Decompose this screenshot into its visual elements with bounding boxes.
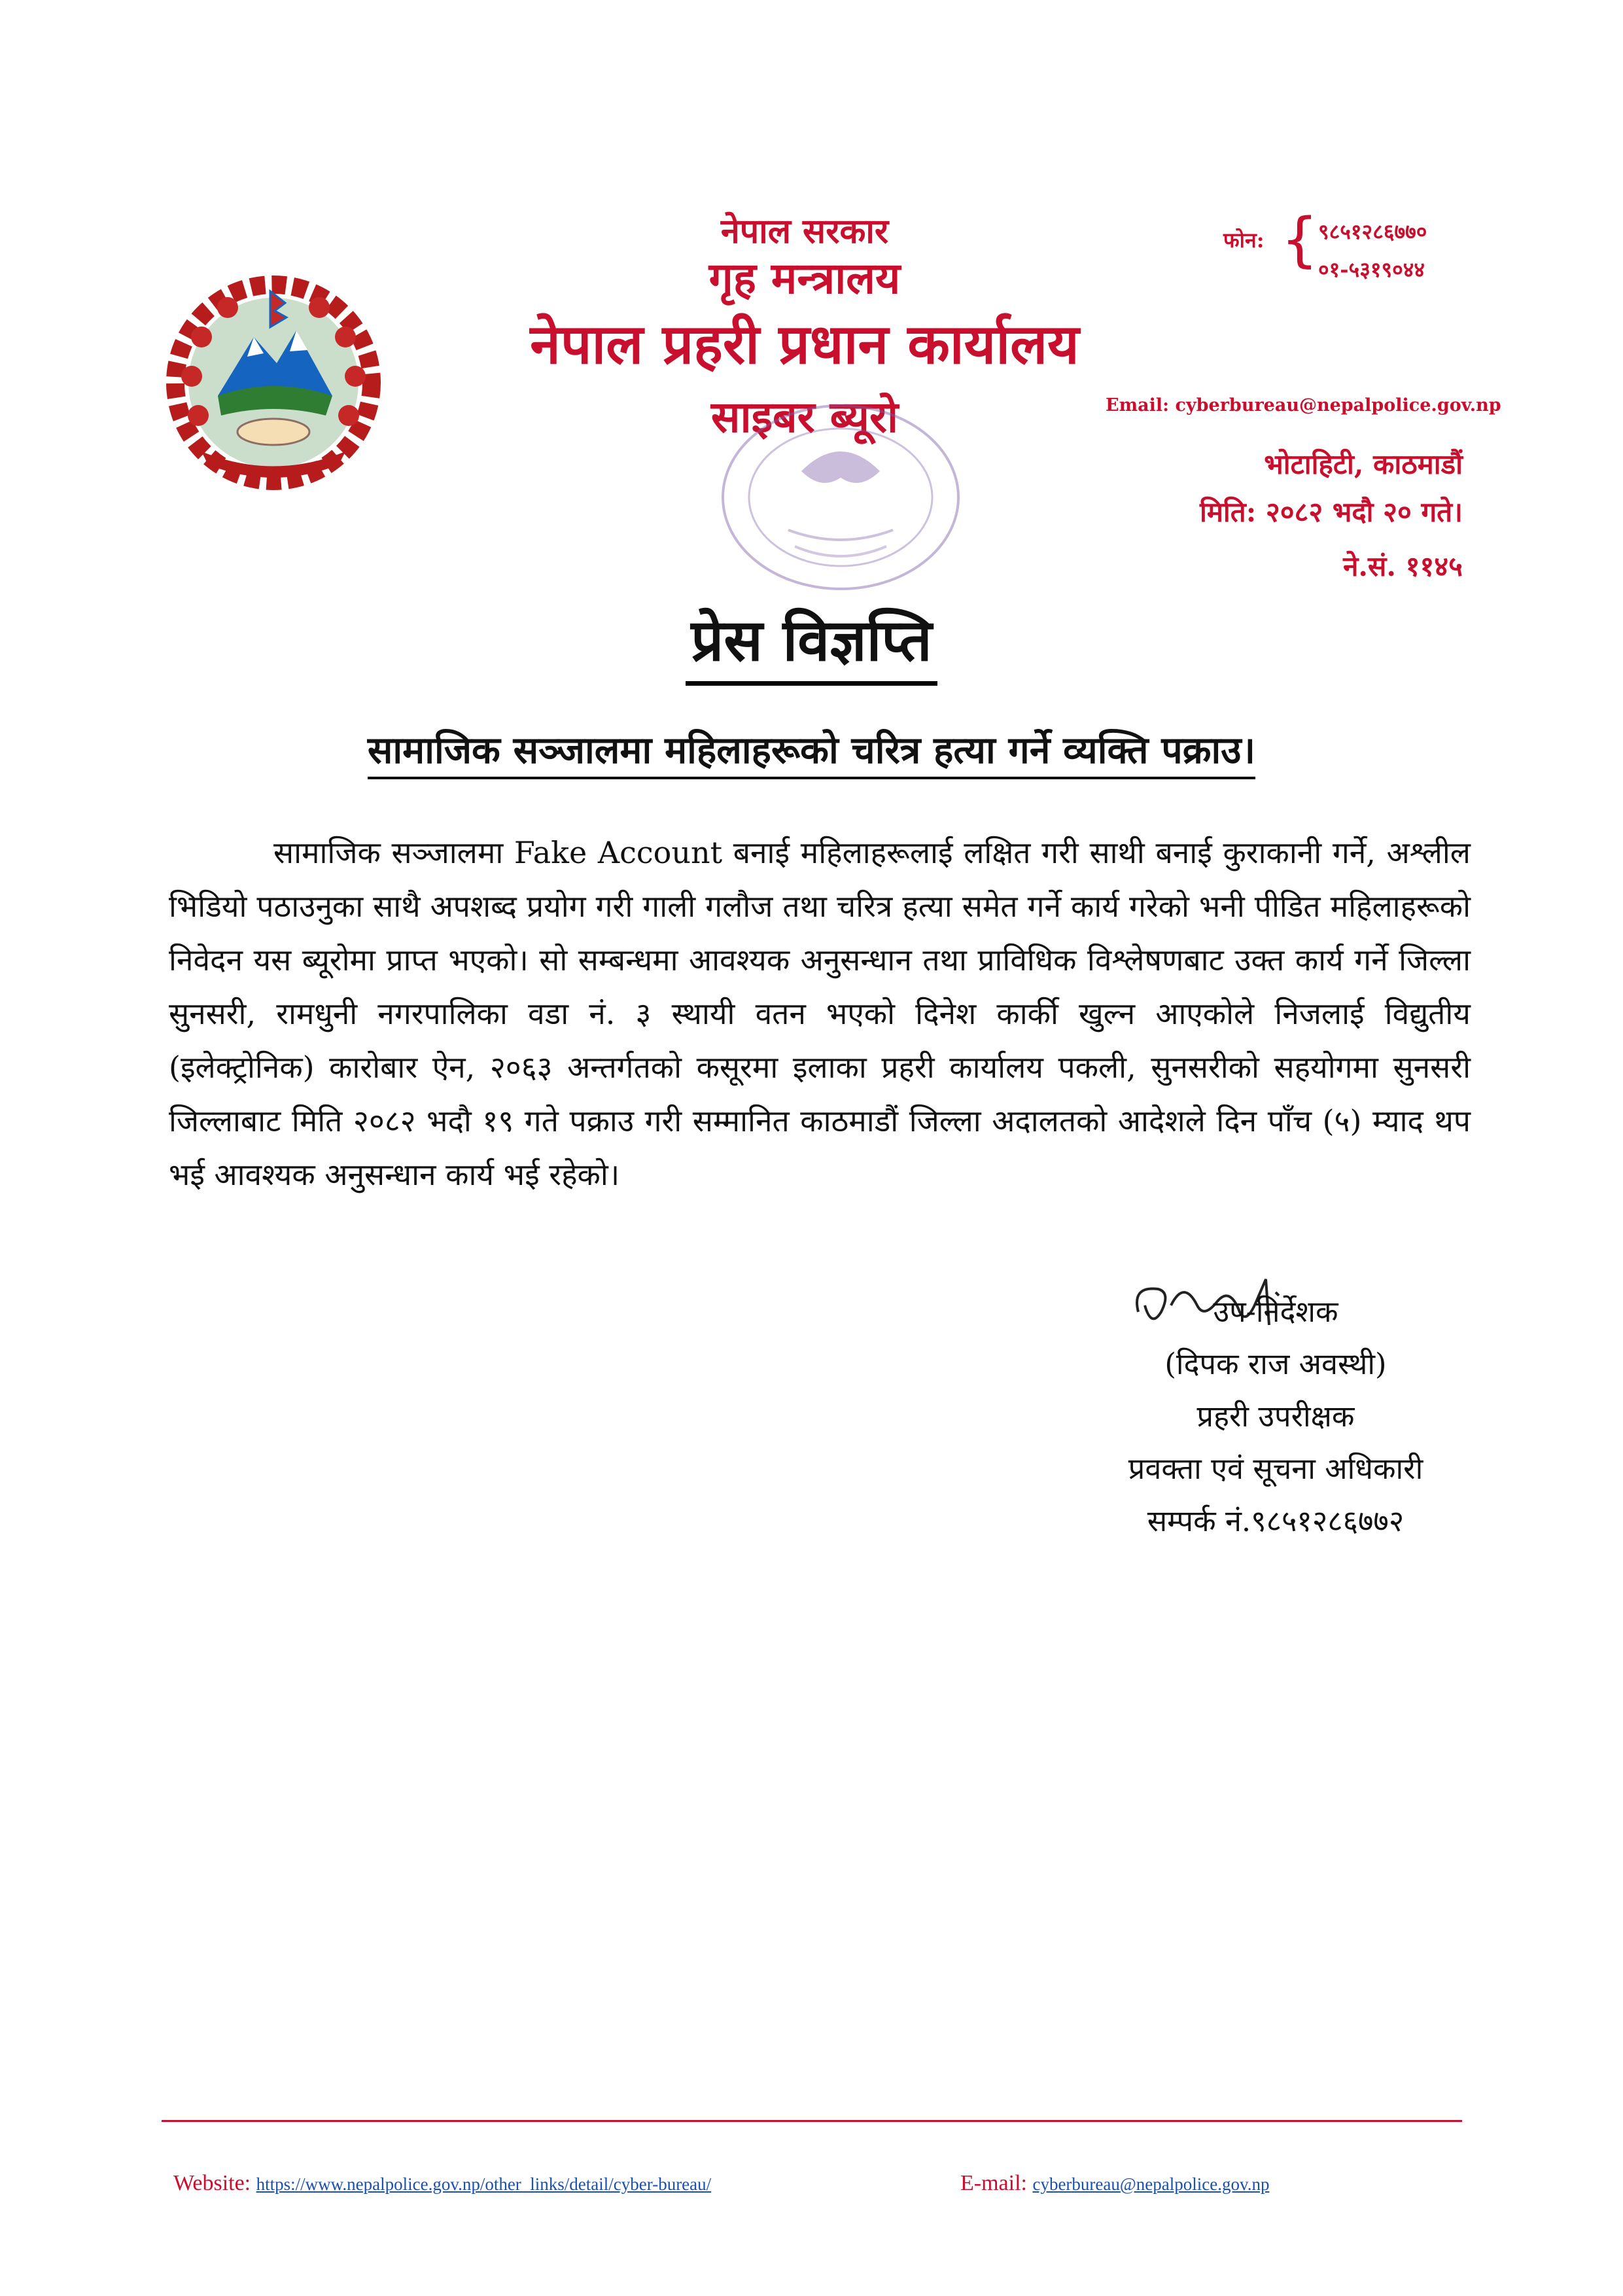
footer-divider [162,2120,1462,2122]
email-link[interactable]: cyberbureau@nepalpolice.gov.np [1032,2174,1270,2194]
website-link[interactable]: https://www.nepalpolice.gov.np/other_links/detail/cyber-bureau/ [256,2174,712,2194]
office-stamp-icon [710,393,971,602]
phone-brace: { [1281,205,1319,274]
date: मिति: २०८२ भदौ २० गते। [1199,496,1463,528]
website-label: Website: [173,2171,251,2195]
bureau-name: साइबर ब्यूरो [710,391,899,442]
ministry-name: गृह मन्त्रालय [708,253,901,304]
signatory-contact: सम्पर्क नं.९८५१२८६७७२ [1147,1504,1405,1538]
signatory-designation: उप-निर्देशक [1213,1294,1338,1329]
phone-label: फोन: [1223,228,1265,253]
phone-numbers [1318,213,1427,289]
phone-number: ९८५१२८६७७० [1318,219,1427,244]
footer-email [960,2171,1269,2196]
document-title-wrapper [0,599,1623,686]
email-label: E-mail: [960,2171,1027,2195]
header-email[interactable]: Email: cyberbureau@nepalpolice.gov.np [1106,395,1501,415]
government-name: नेपाल सरकार [720,211,889,251]
body-paragraph: सामाजिक सञ्जालमा Fake Account बनाई महिलाहरूलाई लक्षित गरी साथी बनाई कुराकानी गर्ने, अश्लील भिडियो पठाउनुका साथै अपशब्द प्रयोग गरी गाली गलौज तथा चरित्र हत्या समेत गर्ने कार्य गरेको भनी पीडित महिलाहरूको निवेदन यस ब्यूरोमा प्राप्त भएको। सो सम्बन्धमा आवश्यक अनुसन्धान तथा प्राविधिक विश्लेषणबाट उक्त कार्य गर्ने जिल्ला सुनसरी, रामधुनी नगरपालिका वडा नं. ३ स्थायी वतन भएको दिनेश कार्की खुल्न आएकोले निजलाई विद्युतीय (इलेक्ट्रोनिक) कारोबार ऐन, २०६३ अन्तर्गतको कसूरमा इलाका प्रहरी कार्यालय पकली, सुनसरीको सहयोगमा सुनसरी जिल्लाबाट मिति २०८२ भदौ १९ गते पक्राउ गरी सम्मानित काठमाडौं जिल्ला अदालतको आदेशले दिन पाँच (५) म्याद थप भई आवश्यक अनुसन्धान कार्य भई रहेको। [169,835,1471,1192]
phone-number: ०१-५३१९०४४ [1318,257,1425,282]
footer-website [173,2171,711,2196]
signatory-name: (दिपक राज अवस्थी) [1164,1347,1387,1381]
nepal-emblem-icon [156,265,391,501]
signature-block [1073,1286,1478,1547]
location: भोटाहिटी, काठमाडौं [1264,448,1463,480]
office-name: नेपाल प्रहरी प्रधान कार्यालय [530,311,1079,376]
signatory-rank: प्रहरी उपरीक्षक [1196,1399,1355,1434]
signatory-role: प्रवक्ता एवं सूचना अधिकारी [1128,1451,1423,1486]
document-title: प्रेस विज्ञप्ति [686,599,937,686]
document-subtitle-wrapper [0,723,1623,779]
document-subtitle: सामाजिक सञ्जालमा महिलाहरूको चरित्र हत्या गर्ने व्यक्ति पक्राउ। [368,723,1255,779]
nepal-sambat: ने.सं. ११४५ [1343,550,1463,582]
